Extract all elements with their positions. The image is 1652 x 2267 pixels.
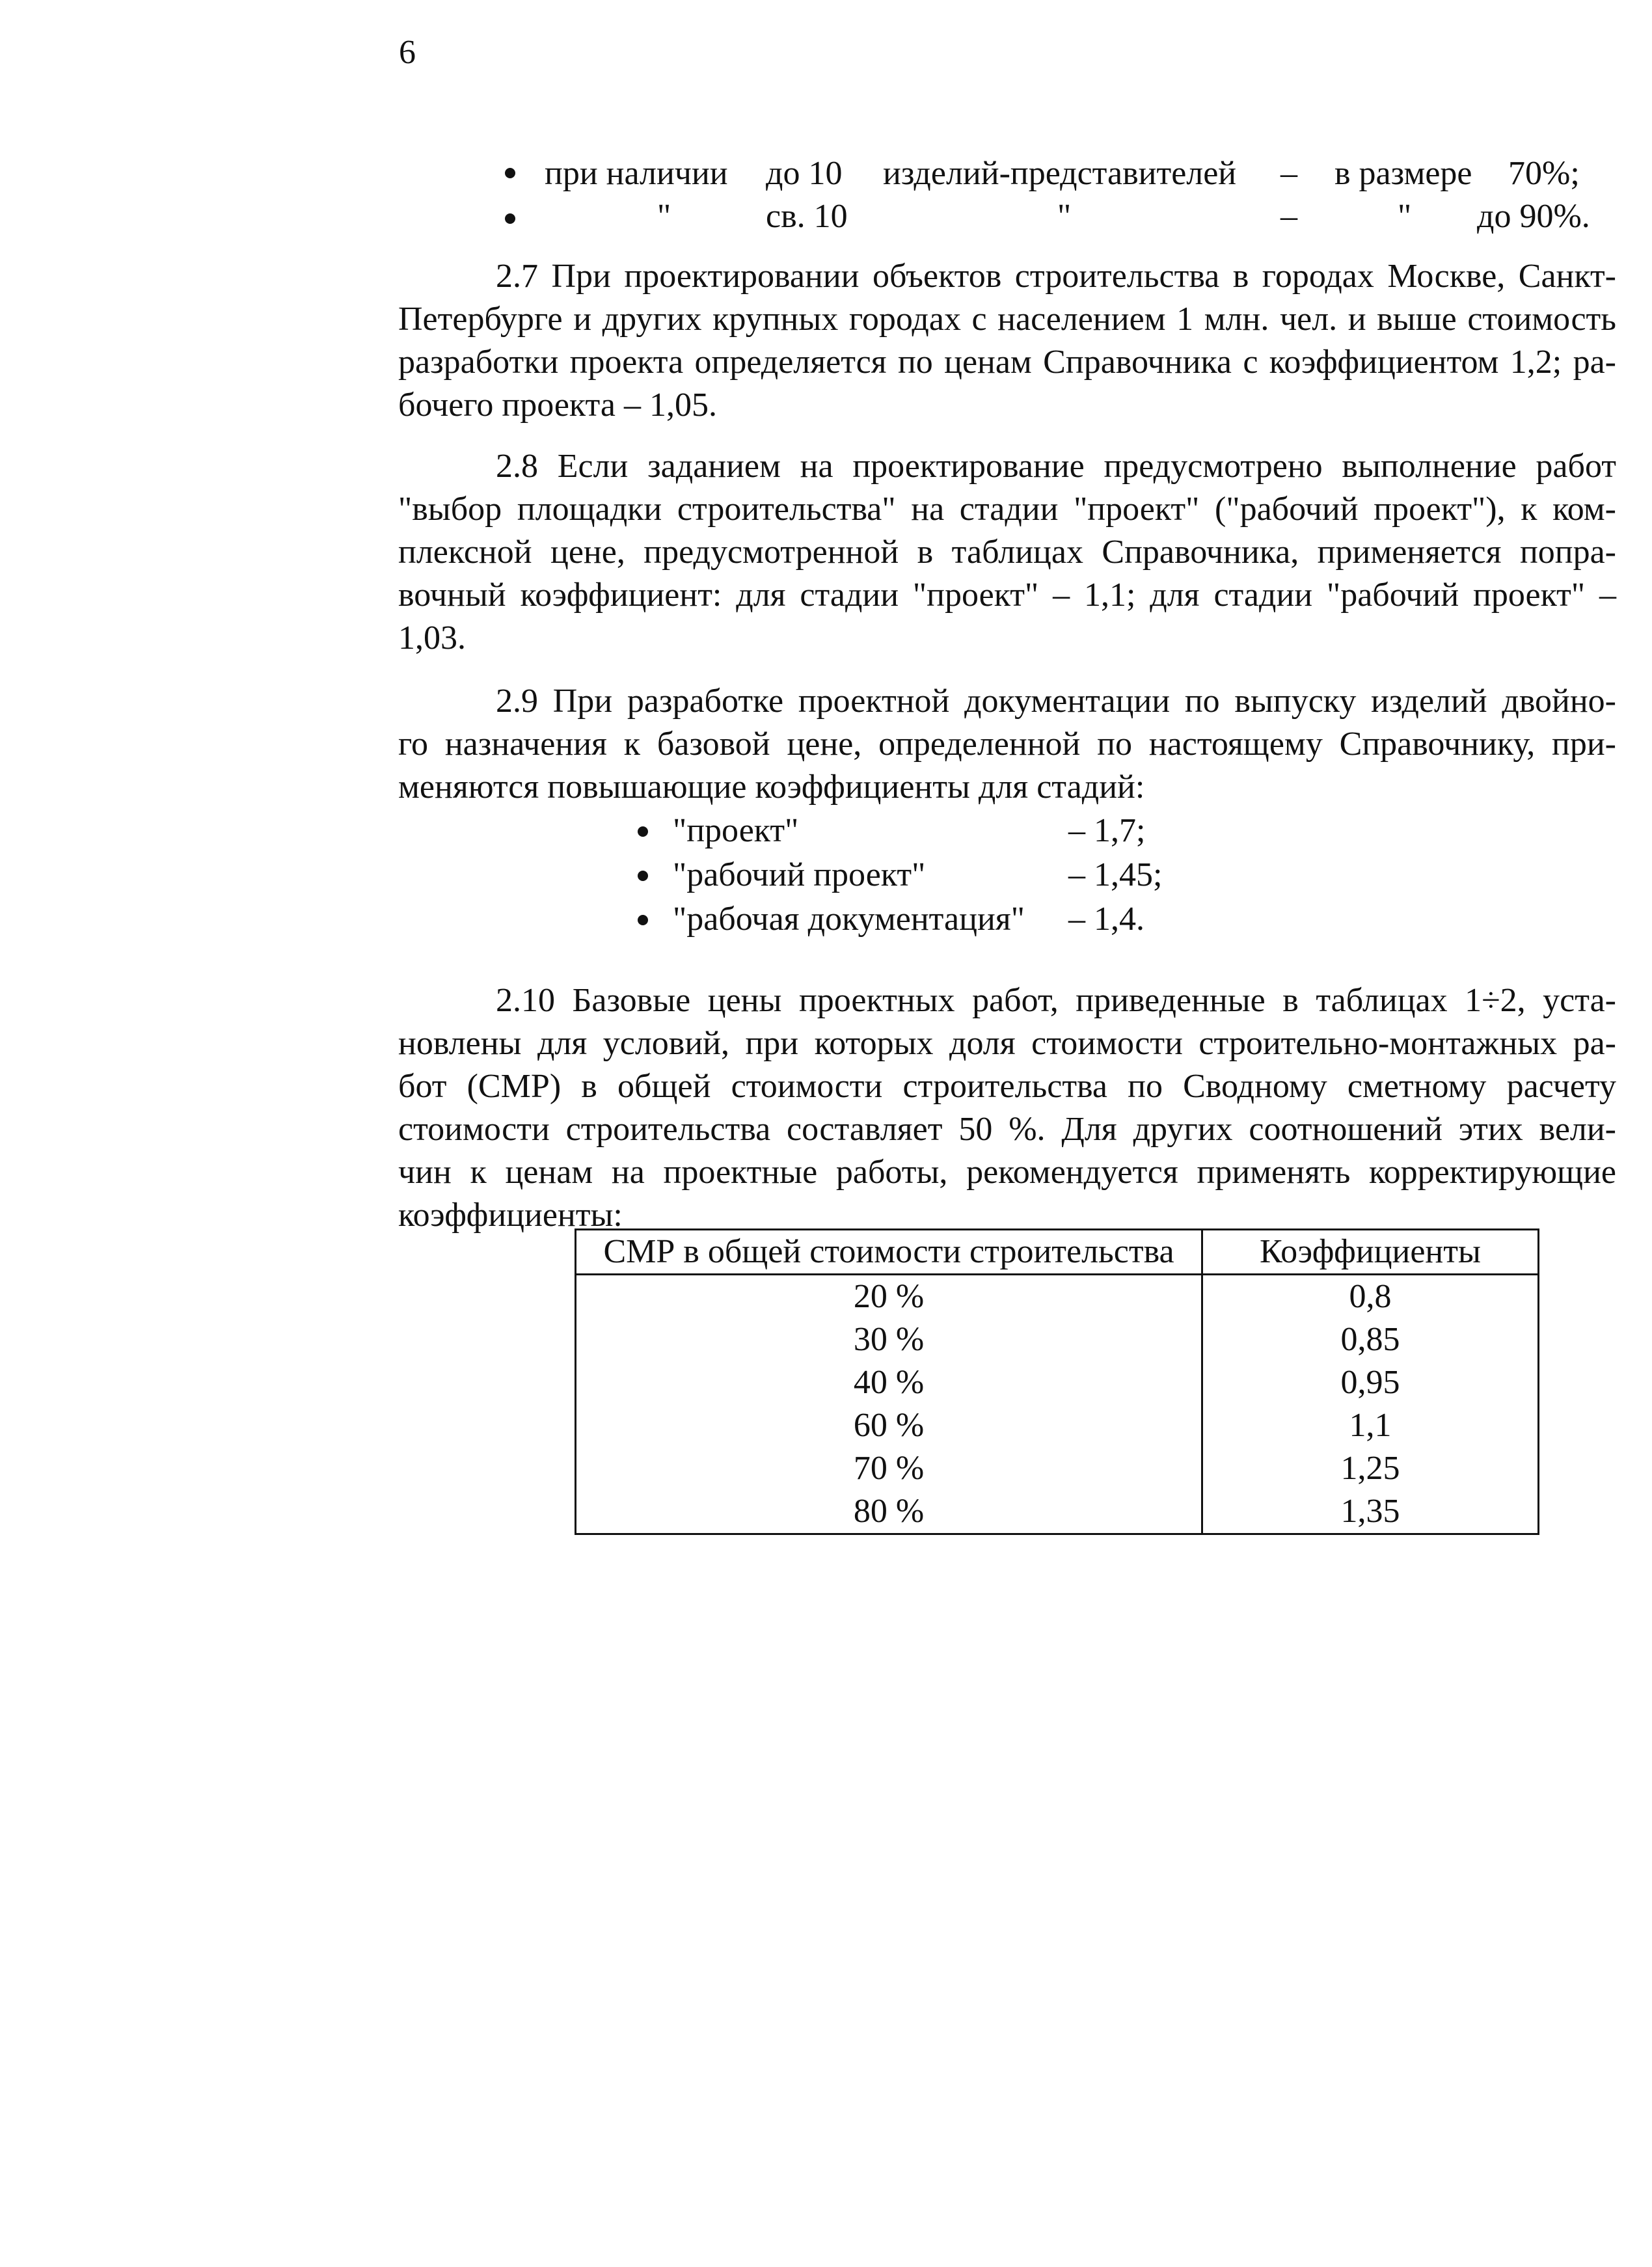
table-cell-smr: 40 % xyxy=(576,1361,1202,1404)
text-line: чин к ценам на проектные работы, рекомендуется применять корректирующие xyxy=(398,1154,1616,1191)
table-row xyxy=(576,1361,1539,1404)
table-cell-coefficient: 0,8 xyxy=(1349,1278,1392,1315)
table-cell-smr: 70 % xyxy=(576,1447,1202,1490)
text-line: вочный коэффициент: для стадии "проект" – 1,1; для стадии "рабочий проект" – xyxy=(398,577,1616,614)
text-line: го назначения к базовой цене, определенной по настоящему Справочнику, при- xyxy=(398,726,1616,763)
paragraph-2-8 xyxy=(398,445,1616,660)
table-row xyxy=(576,1404,1539,1447)
stage-label: "рабочая документация" xyxy=(673,901,1025,938)
table-cell-coefficient: 0,95 xyxy=(1340,1364,1400,1401)
table-cell-smr: 30 % xyxy=(576,1318,1202,1361)
paragraph-2-7 xyxy=(398,255,1616,427)
bullet-icon xyxy=(638,871,648,881)
text-line: Петербурге и других крупных городах с населением 1 млн. чел. и выше стоимость xyxy=(398,301,1616,338)
text-line: 2.8 Если заданием на проектирование предусмотрено выполнение работ xyxy=(496,448,1616,485)
table-cell-smr: 60 % xyxy=(576,1404,1202,1447)
text-line: меняются повышающие коэффициенты для стадий: xyxy=(398,768,1145,806)
text-line: бот (СМР) в общей стоимости строительства по Сводному сметному расчету xyxy=(398,1068,1616,1105)
stage-value: – 1,45; xyxy=(1068,856,1163,893)
list-condition: " xyxy=(657,198,671,235)
table-cell-coefficient: 1,1 xyxy=(1349,1407,1392,1444)
text-line: новлены для условий, при которых доля стоимости строительно-монтажных ра- xyxy=(398,1025,1616,1062)
list-amount: св. 10 xyxy=(766,198,848,235)
column-header-coefficients: Коэффициенты xyxy=(1202,1230,1539,1275)
table-row xyxy=(576,1447,1539,1490)
table-cell-coefficient: 0,85 xyxy=(1340,1321,1400,1358)
list-size-label: " xyxy=(1398,198,1412,235)
text-line: 2.7 При проектировании объектов строительства в городах Москве, Санкт- xyxy=(496,258,1616,295)
bullet-icon xyxy=(505,213,515,224)
page-number: 6 xyxy=(399,34,416,71)
stage-label: "проект" xyxy=(673,812,799,849)
table-cell-smr: 80 % xyxy=(576,1490,1202,1534)
bullet-icon xyxy=(505,168,515,178)
column-header-smr: СМР в общей стоимости строительства xyxy=(576,1230,1202,1275)
text-line: коэффициенты: xyxy=(398,1197,623,1234)
text-line: разработки проекта определяется по ценам Справочника с коэффициентом 1,2; ра- xyxy=(398,344,1616,381)
bullet-icon xyxy=(638,826,648,837)
text-line: "выбор площадки строительства" на стадии "проект" ("рабочий проект"), к ком- xyxy=(398,491,1616,528)
text-line: плексной цене, предусмотренной в таблицах Справочника, применяется попра- xyxy=(398,534,1616,571)
list-subject: изделий-представителей xyxy=(883,155,1237,192)
table-row xyxy=(576,1275,1539,1319)
table-header-row xyxy=(576,1230,1539,1275)
table-row xyxy=(576,1318,1539,1361)
list-dash: – xyxy=(1280,155,1297,192)
text-line: 2.10 Базовые цены проектных работ, приведенные в таблицах 1÷2, уста- xyxy=(496,982,1616,1019)
text-line: бочего проекта – 1,05. xyxy=(398,387,717,424)
stage-label: "рабочий проект" xyxy=(673,856,926,893)
paragraph-2-10 xyxy=(398,979,1616,1237)
stage-value: – 1,4. xyxy=(1068,901,1144,938)
table-cell-coefficient: 1,25 xyxy=(1340,1450,1400,1487)
list-size-label: в размере xyxy=(1334,155,1472,192)
list-percent: до 90%. xyxy=(1477,198,1590,235)
text-line: 1,03. xyxy=(398,619,466,657)
list-dash: – xyxy=(1280,198,1297,235)
text-line: 2.9 При разработке проектной документации по выпуску изделий двойно- xyxy=(496,683,1616,720)
coefficient-table xyxy=(575,1229,1539,1535)
list-subject: " xyxy=(1057,198,1072,235)
list-amount: до 10 xyxy=(766,155,843,192)
list-percent: 70%; xyxy=(1508,155,1580,192)
paragraph-2-9 xyxy=(398,680,1616,809)
stage-value: – 1,7; xyxy=(1068,812,1146,849)
table-row xyxy=(576,1490,1539,1534)
table-cell-coefficient: 1,35 xyxy=(1340,1493,1400,1530)
bullet-icon xyxy=(638,915,648,925)
text-line: стоимости строительства составляет 50 %. Для других соотношений этих вели- xyxy=(398,1111,1616,1148)
table-cell-smr: 20 % xyxy=(576,1275,1202,1319)
list-condition: при наличии xyxy=(545,155,728,192)
